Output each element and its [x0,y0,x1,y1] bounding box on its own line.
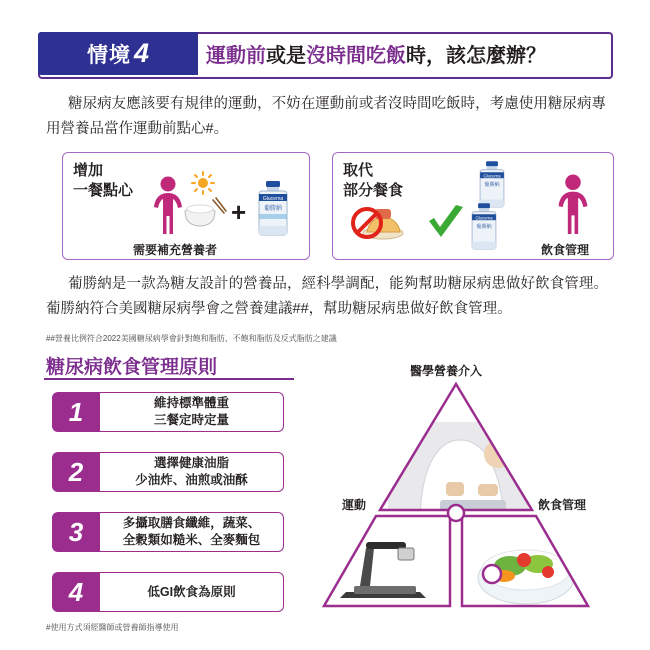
headline-highlight-2: 沒時間吃飯 [306,45,406,67]
step-2-line2: 少油炸、油煎或油酥 [135,473,248,487]
step-3-number: 3 [52,512,100,552]
step-1-line2: 三餐定時定量 [153,413,229,427]
product-bottle-left [253,181,293,237]
section-title: 糖尿病飲食管理原則 [46,357,218,378]
panel-right-title-line2: 部分餐食 [343,182,404,200]
step-3-text [100,512,284,552]
footnote-usage: #使用方式須經醫師或營養師指導使用 [46,623,179,632]
step-2-number: 2 [52,452,100,492]
product-bottle-right-bottom [467,203,501,251]
step-1-line1: 維持標準體重 [153,396,229,411]
pyramid-graphic [300,362,612,614]
step-2-line1: 選擇健康油脂 [153,456,229,471]
banner-headline [206,32,605,75]
pyramid-right-label: 飲食管理 [538,498,587,512]
rice-bowl-icon [183,197,227,229]
body-paragraph-text: 葡勝納是一款為糖友設計的營養品，經科學調配，能夠幫助糖尿病患做好飲食管理。葡勝納符合美國糖尿病學會之營養建議##，幫助糖尿病患做好飲食管理。 [46,276,608,318]
panel-replace-meal [332,152,614,260]
product-bottle-right-top [475,161,509,209]
panel-right-title-line1: 取代 [343,162,374,179]
principle-step-1 [52,392,284,432]
svg-text:葡勝納: 葡勝納 [476,223,492,230]
panel-left-title [73,161,133,202]
step-4-text [100,572,284,612]
step-3-line1: 多攝取膳食纖維，蔬菜、 [122,516,261,531]
svg-text:Glucerna: Glucerna [475,215,493,221]
body-paragraph [46,272,608,323]
pyramid-left-label: 運動 [342,498,367,512]
step-4-number: 4 [52,572,100,612]
intro-paragraph [46,92,606,143]
person-icon-right [555,173,591,235]
svg-text:Glucerna: Glucerna [483,173,501,179]
panel-right-caption: 飲食管理 [541,243,590,257]
panel-right-title [343,161,403,202]
person-icon-left [151,175,185,235]
plus-sign-left: + [231,197,247,227]
situation-number: 4 [133,38,150,68]
principle-step-3 [52,512,284,552]
step-4-line1: 低GI飲食為原則 [147,584,236,599]
svg-text:葡勝納: 葡勝納 [263,206,283,212]
situation-label: 情境 [86,43,131,67]
step-1-number: 1 [52,392,100,432]
step-3-line2: 全穀類如糙米、全麥麵包 [122,533,261,547]
panel-left-caption: 需要補充營養者 [133,243,218,257]
principle-step-4 [52,572,284,612]
svg-text:Glucerna: Glucerna [262,196,284,202]
footnote-nutrition: ##營養比例符合2022美國糖尿病學會針對飽和脂肪、不飽和脂肪及反式脂肪之建議 [46,334,337,343]
pyramid-top-label: 醫學營養介入 [410,364,483,378]
check-icon [425,203,467,245]
panel-left-title-line2: 一餐點心 [73,182,134,200]
intro-text: 糖尿病友應該要有規律的運動，不妨在運動前或者沒時間吃飯時，考慮使用糖尿病專用營養品當作運動前點心#。 [46,96,606,138]
principle-step-2 [52,452,284,492]
step-1-text [100,392,284,432]
no-food-icon [347,199,417,247]
headline-highlight-1: 運動前 [206,45,266,67]
headline-tail: 時，該怎麼辦？ [406,45,546,67]
headline-mid: 或是 [266,45,306,67]
section-underline [44,378,294,380]
svg-text:葡勝納: 葡勝納 [484,181,500,188]
panel-add-snack [62,152,310,260]
step-2-text [100,452,284,492]
management-pyramid [300,362,612,614]
situation-badge [38,32,198,75]
panel-left-title-line1: 增加 [73,162,104,179]
situation-banner [38,32,613,79]
sun-icon [189,171,217,197]
